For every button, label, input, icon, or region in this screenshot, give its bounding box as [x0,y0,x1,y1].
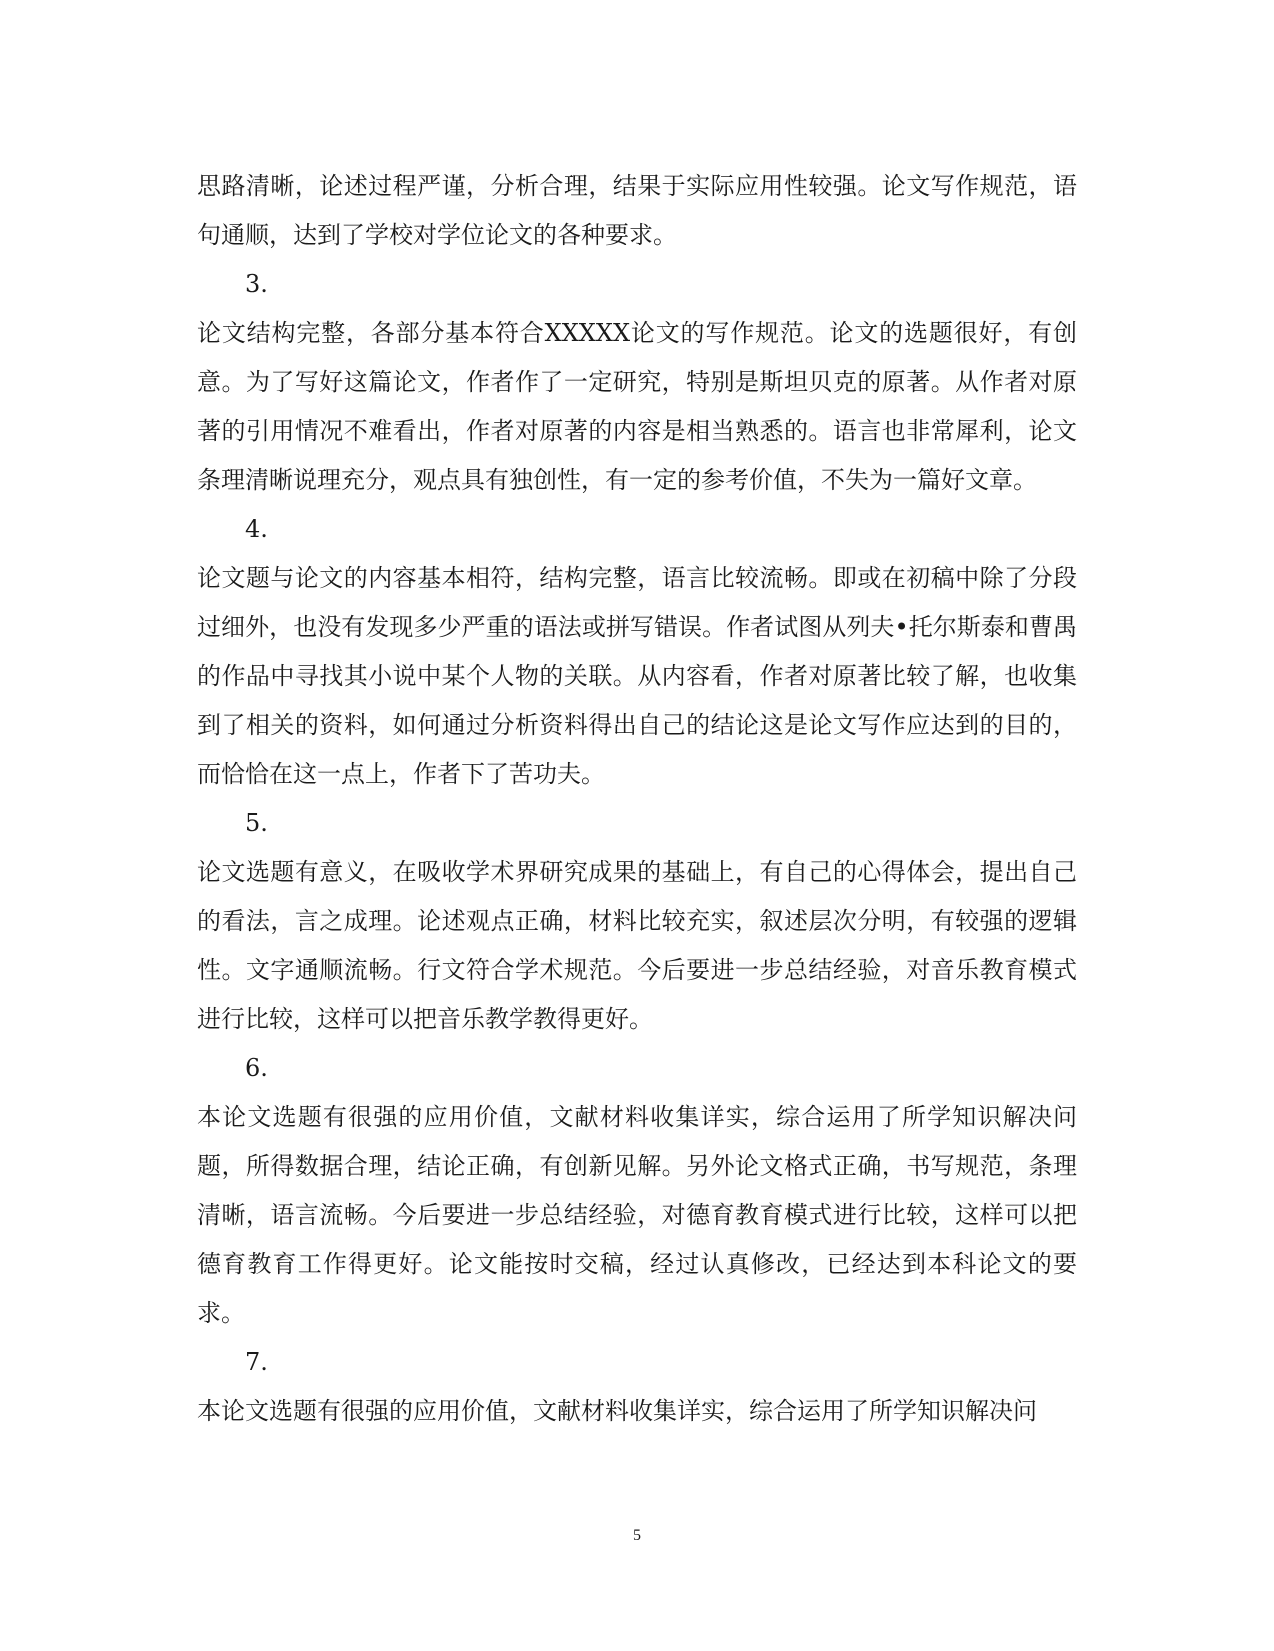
comment-paragraph: 论文题与论文的内容基本相符，结构完整，语言比较流畅。即或在初稿中除了分段过细外，也没有发现多少严重的语法或拼写错误。作者试图从列夫•托尔斯泰和曹禺的作品中寻找其小说中某个人物的关联。从内容看，作者对原著比较了解，也收集到了相关的资料，如何通过分析资料得出自己的结论这是论文写作应达到的目的，而恰恰在这一点上，作者下了苦功夫。 [197,564,1077,788]
comment-paragraph: 本论文选题有很强的应用价值，文献材料收集详实，综合运用了所学知识解决问题，所得数据合理，结论正确，有创新见解。另外论文格式正确，书写规范，条理清晰，语言流畅。今后要进一步总结经验，对德育教育模式进行比较，这样可以把德育教育工作得更好。论文能按时交稿，经过认真修改，已经达到本科论文的要求。 [197,1103,1077,1327]
comment-number: 4. [245,515,268,543]
comment-number: 7. [245,1348,268,1376]
comment-number: 3. [245,270,268,298]
document-body [197,162,1077,1436]
comment-number: 6. [245,1054,268,1082]
comment-paragraph: 本论文选题有很强的应用价值，文献材料收集详实，综合运用了所学知识解决问 [197,1397,1037,1425]
comment-paragraph: 论文选题有意义，在吸收学术界研究成果的基础上，有自己的心得体会，提出自己的看法，言之成理。论述观点正确，材料比较充实，叙述层次分明，有较强的逻辑性。文字通顺流畅。行文符合学术规范。今后要进一步总结经验，对音乐教育模式进行比较，这样可以把音乐教学教得更好。 [197,858,1077,1033]
comment-number: 5. [245,809,268,837]
comment-paragraph: 思路清晰，论述过程严谨，分析合理，结果于实际应用性较强。论文写作规范，语句通顺，达到了学校对学位论文的各种要求。 [197,172,1077,249]
comment-paragraph: 论文结构完整，各部分基本符合XXXXX论文的写作规范。论文的选题很好，有创意。为了写好这篇论文，作者作了一定研究，特别是斯坦贝克的原著。从作者对原著的引用情况不难看出，作者对原著的内容是相当熟悉的。语言也非常犀利，论文条理清晰说理充分，观点具有独创性，有一定的参考价值，不失为一篇好文章。 [197,319,1077,494]
page-number: 5 [633,1527,641,1544]
